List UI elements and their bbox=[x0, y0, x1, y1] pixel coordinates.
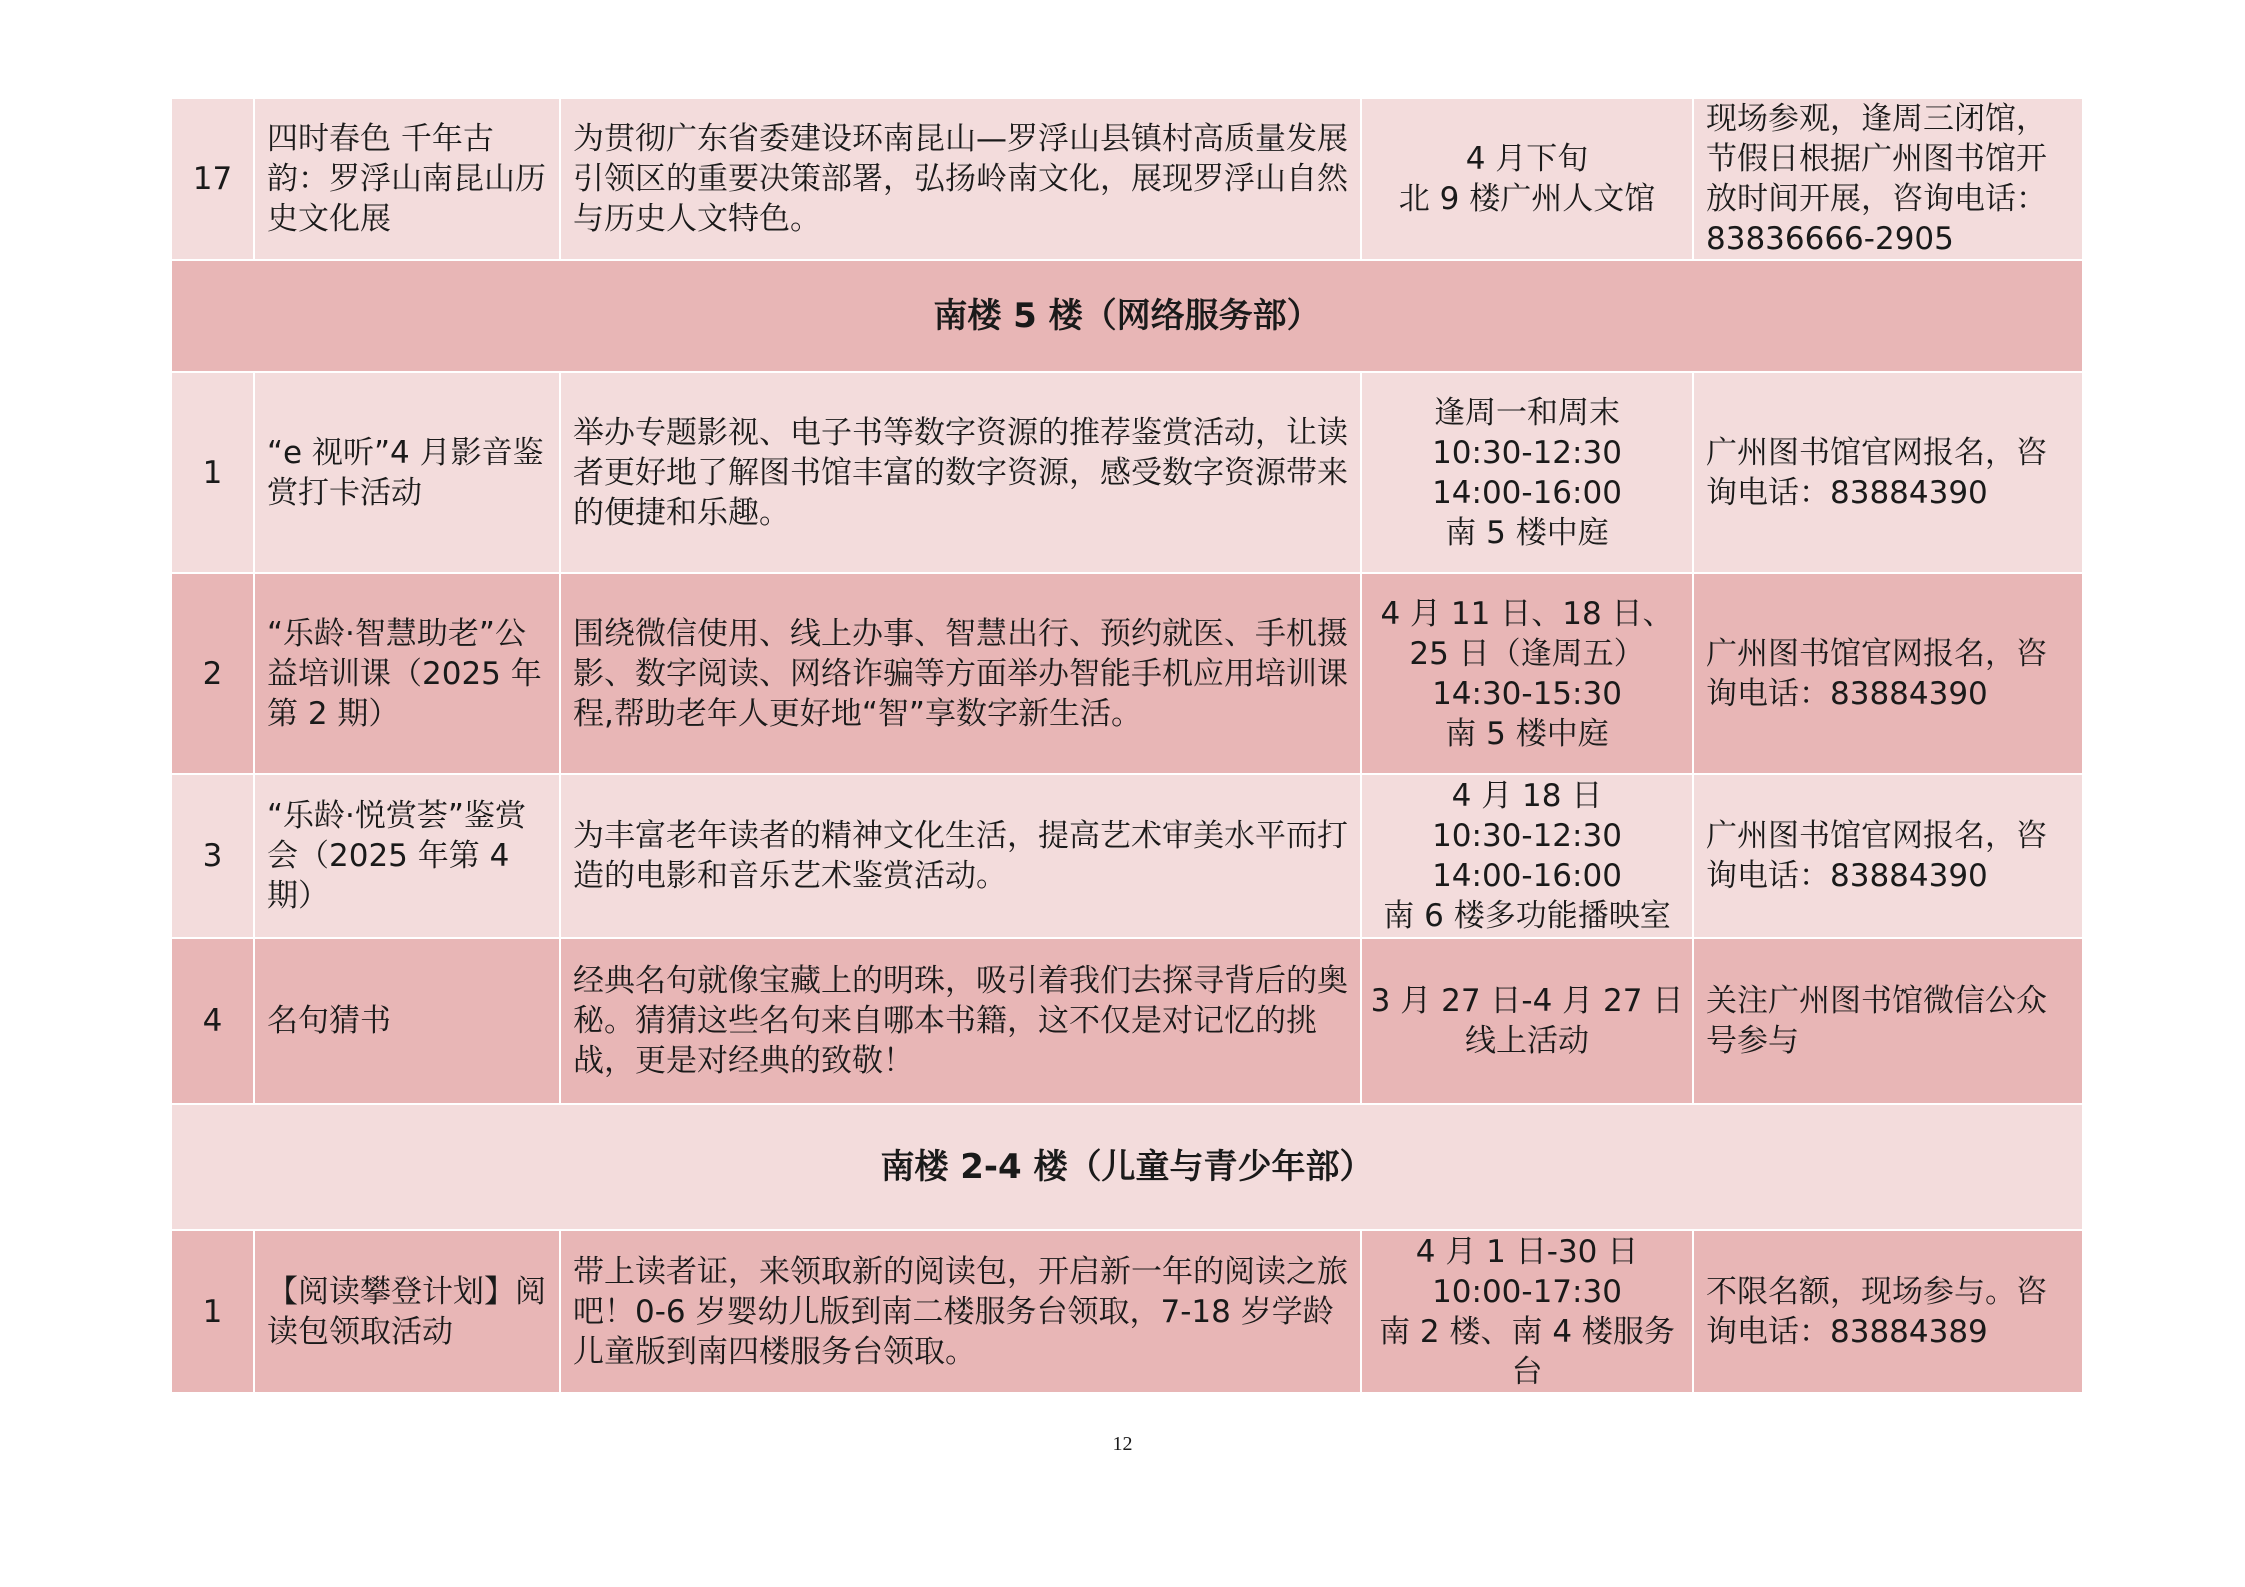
table-row bbox=[171, 372, 2083, 573]
activity-name: 名句猜书 bbox=[254, 938, 560, 1104]
activity-time-location bbox=[1361, 938, 1693, 1104]
activity-note: 关注广州图书馆微信公众号参与 bbox=[1693, 938, 2083, 1104]
activity-note: 现场参观，逢周三闭馆，节假日根据广州图书馆开放时间开展，咨询电话：83836666-2905 bbox=[1693, 98, 2083, 260]
activity-name: 【阅读攀登计划】阅读包领取活动 bbox=[254, 1230, 560, 1393]
section-header-row bbox=[171, 260, 2083, 372]
section-header-row bbox=[171, 1104, 2083, 1230]
page-number: 12 bbox=[1112, 1433, 1133, 1455]
table-row bbox=[171, 774, 2083, 938]
activity-table bbox=[170, 97, 2084, 1394]
activity-time-location bbox=[1361, 774, 1693, 938]
activity-table-body bbox=[171, 98, 2083, 1393]
activity-description: 带上读者证，来领取新的阅读包，开启新一年的阅读之旅吧！0-6 岁婴幼儿版到南二楼服务台领取，7-18 岁学龄儿童版到南四楼服务台领取。 bbox=[560, 1230, 1361, 1393]
time-line: 10:30-12:30 bbox=[1432, 818, 1622, 854]
activity-note: 广州图书馆官网报名，咨询电话：83884390 bbox=[1693, 774, 2083, 938]
time-line: 4 月下旬 bbox=[1465, 141, 1589, 177]
table-row bbox=[171, 573, 2083, 774]
time-line: 4 月 18 日 bbox=[1451, 778, 1603, 814]
activity-note: 广州图书馆官网报名，咨询电话：83884390 bbox=[1693, 372, 2083, 573]
time-line: 北 9 楼广州人文馆 bbox=[1398, 181, 1656, 217]
activity-table-container bbox=[170, 97, 2082, 1394]
row-number: 3 bbox=[171, 774, 254, 938]
activity-note: 不限名额，现场参与。咨询电话：83884389 bbox=[1693, 1230, 2083, 1393]
time-line: 14:00-16:00 bbox=[1432, 858, 1622, 894]
activity-name: 四时春色 千年古韵：罗浮山南昆山历史文化展 bbox=[254, 98, 560, 260]
time-line: 10:00-17:30 bbox=[1432, 1273, 1622, 1310]
time-line: 逢周一和周末 bbox=[1434, 394, 1620, 431]
time-line: 10:30-12:30 bbox=[1432, 434, 1622, 471]
section-title: 南楼 2-4 楼（儿童与青少年部） bbox=[171, 1104, 2083, 1230]
activity-time-location bbox=[1361, 372, 1693, 573]
row-number: 1 bbox=[171, 1230, 254, 1393]
activity-name: “e 视听”4 月影音鉴赏打卡活动 bbox=[254, 372, 560, 573]
row-number: 1 bbox=[171, 372, 254, 573]
activity-description: 围绕微信使用、线上办事、智慧出行、预约就医、手机摄影、数字阅读、网络诈骗等方面举办智能手机应用培训课程,帮助老年人更好地“智”享数字新生活。 bbox=[560, 573, 1361, 774]
time-line: 南 5 楼中庭 bbox=[1445, 715, 1609, 752]
row-number: 4 bbox=[171, 938, 254, 1104]
activity-description: 为贯彻广东省委建设环南昆山—罗浮山县镇村高质量发展引领区的重要决策部署，弘扬岭南文化，展现罗浮山自然与历史人文特色。 bbox=[560, 98, 1361, 260]
time-line: 14:30-15:30 bbox=[1432, 675, 1622, 712]
activity-time-location bbox=[1361, 1230, 1693, 1393]
time-line: 4 月 1 日-30 日 bbox=[1415, 1233, 1639, 1270]
time-line: 14:00-16:00 bbox=[1432, 474, 1622, 511]
table-row bbox=[171, 1230, 2083, 1393]
row-number: 17 bbox=[171, 98, 254, 260]
table-row bbox=[171, 938, 2083, 1104]
activity-note: 广州图书馆官网报名，咨询电话：83884390 bbox=[1693, 573, 2083, 774]
activity-description: 举办专题影视、电子书等数字资源的推荐鉴赏活动，让读者更好地了解图书馆丰富的数字资源，感受数字资源带来的便捷和乐趣。 bbox=[560, 372, 1361, 573]
activity-description: 经典名句就像宝藏上的明珠，吸引着我们去探寻背后的奥秘。猜猜这些名句来自哪本书籍，这不仅是对记忆的挑战，更是对经典的致敬！ bbox=[560, 938, 1361, 1104]
row-number: 2 bbox=[171, 573, 254, 774]
table-row bbox=[171, 98, 2083, 260]
time-line: 25 日（逢周五） bbox=[1409, 635, 1645, 672]
time-line: 线上活动 bbox=[1465, 1023, 1589, 1059]
activity-description: 为丰富老年读者的精神文化生活，提高艺术审美水平而打造的电影和音乐艺术鉴赏活动。 bbox=[560, 774, 1361, 938]
time-line: 南 5 楼中庭 bbox=[1445, 514, 1609, 551]
activity-time-location bbox=[1361, 98, 1693, 260]
time-line: 南 2 楼、南 4 楼服务台 bbox=[1379, 1313, 1675, 1390]
activity-time-location bbox=[1361, 573, 1693, 774]
time-line: 4 月 11 日、18 日、 bbox=[1380, 595, 1674, 632]
section-title: 南楼 5 楼（网络服务部） bbox=[171, 260, 2083, 372]
time-line: 南 6 楼多功能播映室 bbox=[1383, 898, 1671, 934]
time-line: 3 月 27 日-4 月 27 日 bbox=[1370, 983, 1684, 1019]
activity-name: “乐龄·智慧助老”公益培训课（2025 年第 2 期） bbox=[254, 573, 560, 774]
activity-name: “乐龄·悦赏荟”鉴赏会（2025 年第 4 期） bbox=[254, 774, 560, 938]
